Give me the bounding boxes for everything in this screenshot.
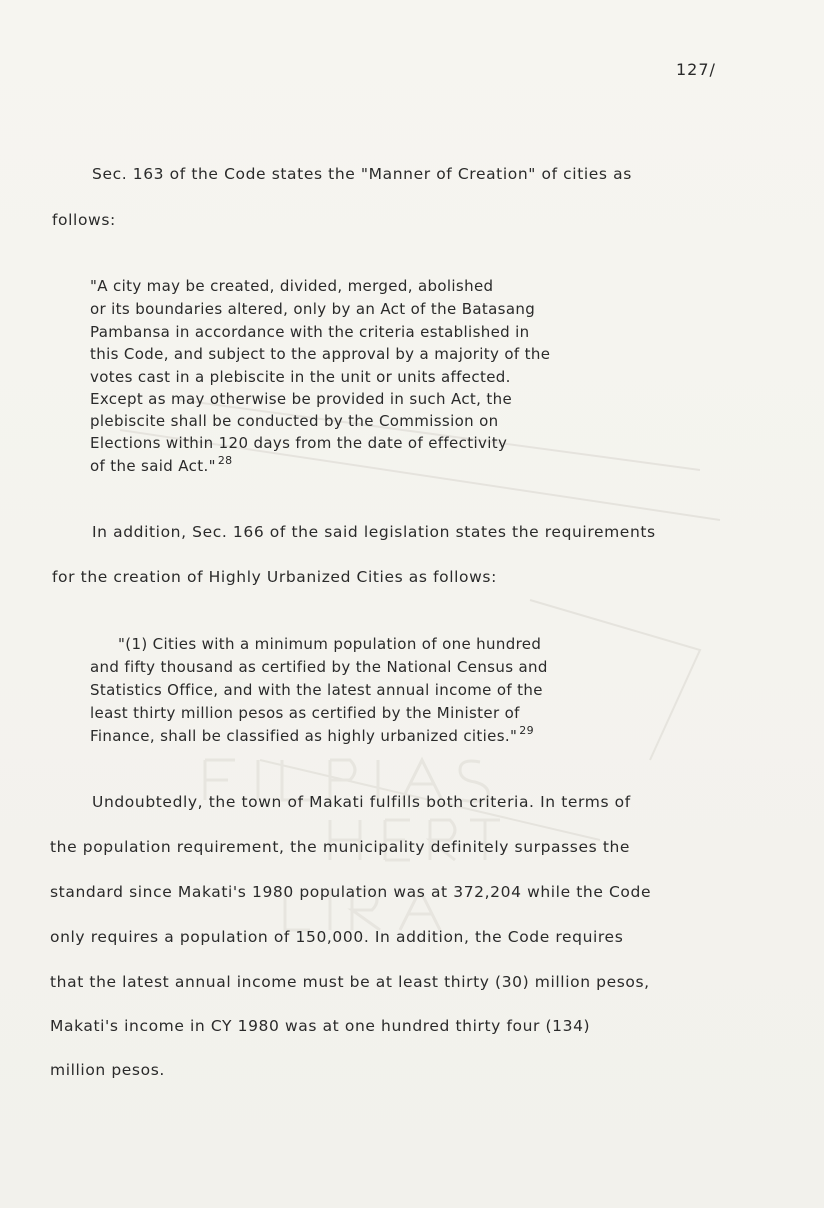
text-line: follows: <box>52 211 116 229</box>
text-line: for the creation of Highly Urbanized Cities as follows: <box>52 568 497 586</box>
quote-end-text: of the said Act." <box>90 457 216 475</box>
text-line: "A city may be created, divided, merged, abolished <box>90 277 494 295</box>
text-line: Except as may otherwise be provided in such Act, the <box>90 390 513 408</box>
footnote-marker: 29 <box>519 724 534 737</box>
text-line: that the latest annual income must be at least thirty (30) million pesos, <box>50 973 650 991</box>
footnote-marker: 28 <box>217 454 233 467</box>
text-line: least thirty million pesos as certified by the Minister of <box>90 704 520 722</box>
page-number: 127/ <box>676 60 716 79</box>
text-line: Sec. 163 of the Code states the "Manner of Creation" of cities as <box>92 165 632 183</box>
text-line: Undoubtedly, the town of Makati fulfills both criteria. In terms of <box>92 793 631 811</box>
quote-end-text: Finance, shall be classified as highly urbanized cities." <box>90 727 518 745</box>
text-line: In addition, Sec. 166 of the said legislation states the requirements <box>92 523 656 541</box>
text-line: only requires a population of 150,000. In addition, the Code requires <box>50 928 624 946</box>
text-line: Statistics Office, and with the latest annual income of the <box>90 681 543 699</box>
text-line: million pesos. <box>50 1061 165 1079</box>
text-line: plebiscite shall be conducted by the Commission on <box>90 412 499 430</box>
text-line: votes cast in a plebiscite in the unit or units affected. <box>90 368 511 386</box>
text-line: Makati's income in CY 1980 was at one hundred thirty four (134) <box>50 1017 591 1035</box>
text-line: this Code, and subject to the approval by a majority of the <box>90 345 551 363</box>
text-line: or its boundaries altered, only by an Act of the Batasang <box>90 300 536 318</box>
text-line: Pambansa in accordance with the criteria established in <box>90 323 530 341</box>
text-line <box>90 456 233 478</box>
text-line: "(1) Cities with a minimum population of one hundred <box>118 635 542 653</box>
text-line: Elections within 120 days from the date of effectivity <box>90 434 508 452</box>
text-line: standard since Makati's 1980 population was at 372,204 while the Code <box>50 883 652 901</box>
text-line: and fifty thousand as certified by the National Census and <box>90 658 548 676</box>
text-line <box>90 726 534 748</box>
text-line: the population requirement, the municipality definitely surpasses the <box>50 838 631 856</box>
